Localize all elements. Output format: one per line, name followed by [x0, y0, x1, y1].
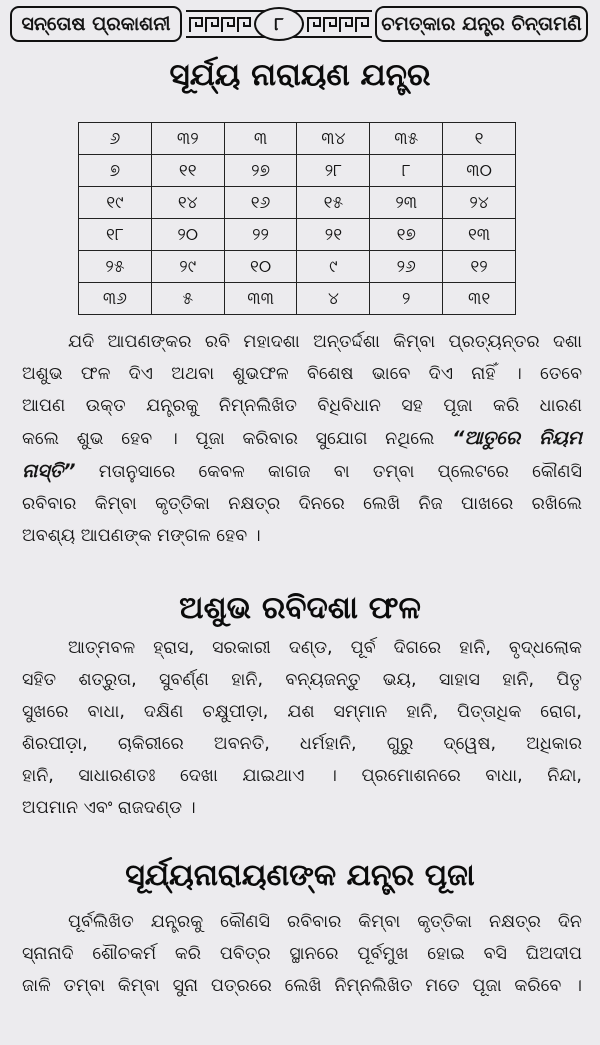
yantra-cell: ୧୬ — [224, 187, 297, 219]
text-line: ଯଦି ଆପଣଙ୍କର ରବି ମହାଦଶା ଅନ୍ତର୍ଦ୍ଦଶା କିମ୍ବା ପ୍ରତ୍ୟନ୍ତର ଦଶା — [68, 332, 582, 352]
yantra-cell: ୧୦ — [224, 251, 297, 283]
yantra-cell: ୩୬ — [79, 283, 152, 315]
yantra-cell: ୧୮ — [79, 219, 152, 251]
yantra-cell: ୬ — [79, 123, 152, 155]
text-line: ହାନି, ସାଧାରଣତଃ ଦେଖା ଯାଇଥାଏ । ପ୍ରମୋଶନରେ ବାଧା, ନିନ୍ଦା, — [22, 766, 582, 786]
yantra-cell: ୨୫ — [79, 251, 152, 283]
yantra-cell: ୮ — [370, 155, 443, 187]
yantra-cell: ୨୦ — [151, 219, 224, 251]
yantra-cell: ୧୭ — [370, 219, 443, 251]
text-line: ଅଶୁଭ ଫଳ ଦିଏ ଅଥବା ଶୁଭଫଳ ବିଶେଷ ଭାବେ ଦିଏ ନାହିଁ । ତେବେ — [22, 364, 582, 384]
yantra-cell: ୨୬ — [370, 251, 443, 283]
text-line: ପୂର୍ବଲିଖିତ ଯନ୍ତ୍ରକୁ କୌଣସି ରବିବାର କିମ୍ବା କୃତ୍ତିକା ନକ୍ଷତ୍ର ଦିନ — [68, 912, 582, 932]
yantra-row — [79, 155, 516, 187]
text-segment: କଲେ ଶୁଭ ହେବ । ପୂଜା କରିବାର ସୁଯୋଗ ନଥିଲେ — [22, 429, 435, 449]
text-line: ଆପଣ ଉକ୍ତ ଯନ୍ତ୍ରକୁ ନିମ୍ନଲିଖିତ ବିଧିବିଧାନ ସହ ପୂଜା କରି ଧାରଣ — [22, 396, 582, 416]
text-line: ସ୍ନାନାଦି ଶୌଚକର୍ମ କରି ପବିତ୍ର ସ୍ଥାନରେ ପୂର୍ବମୁଖ ହୋଇ ବସି ଘିଅଦୀପ — [22, 944, 582, 964]
yantra-cell: ୧୯ — [79, 187, 152, 219]
text-line: ଆତ୍ମବଳ ହ୍ରାସ, ସରକାରୀ ଦଣ୍ଡ, ପୂର୍ବ ଦିଗରେ ହାନି, ବୃଦ୍ଧଲୋକ — [68, 638, 582, 658]
paragraph-effects — [22, 632, 582, 824]
text-line: ସହିତ ଶତ୍ରୁତା, ସୁବର୍ଣ୍ଣ ହାନି, ବନ୍ୟଜନ୍ତୁ ଭୟ, ସାହାସ ହାନି, ପିତୃ — [22, 670, 582, 690]
yantra-cell: ୭ — [79, 155, 152, 187]
yantra-cell: ୩ — [224, 123, 297, 155]
publisher-label: ସନ୍ତୋଷ ପ୍ରକାଶନୀ — [10, 6, 182, 42]
yantra-cell: ୯ — [297, 251, 370, 283]
text-line: ଜାଳି ତମ୍ବା କିମ୍ବା ସୁନା ପତ୍ରରେ ଲେଖି ନିମ୍ନଲିଖିତ ମତେ ପୂଜା କରିବେ । — [22, 976, 582, 996]
yantra-cell: ୪ — [297, 283, 370, 315]
yantra-cell: ୨୪ — [443, 187, 516, 219]
yantra-cell: ୧୩ — [443, 219, 516, 251]
text-line: ଅପମାନ ଏବଂ ରାଜଦଣ୍ଡ । — [22, 798, 196, 818]
yantra-cell: ୩୪ — [297, 123, 370, 155]
yantra-cell: ୨୭ — [224, 155, 297, 187]
yantra-cell: ୩୦ — [443, 155, 516, 187]
emphasis-quote: ନାସ୍ତି” — [22, 460, 76, 482]
yantra-grid — [78, 122, 516, 315]
yantra-cell: ୨୮ — [297, 155, 370, 187]
yantra-cell: ୩୧ — [443, 283, 516, 315]
yantra-cell: ୫ — [151, 283, 224, 315]
section-title-inauspicious-effects: ଅଶୁଭ ରବିଦଶା ଫଳ — [179, 590, 421, 626]
yantra-row — [79, 283, 516, 315]
yantra-cell: ୧୧ — [151, 155, 224, 187]
text-line: ସୁଖରେ ବାଧା, ଦକ୍ଷିଣ ଚକ୍ଷୁପୀଡ଼ା, ଯଶ ସମ୍ମାନ ହାନି, ପିତ୍ତାଧିକ ରୋଗ, — [22, 702, 582, 722]
section-title-yantra: ସୂର୍ଯ୍ୟ ନାରାୟଣ ଯନ୍ତ୍ର — [169, 57, 431, 93]
yantra-row — [79, 219, 516, 251]
yantra-cell: ୧୪ — [151, 187, 224, 219]
yantra-cell: ୨ — [370, 283, 443, 315]
text-line: ଶିରପୀଡ଼ା, ଚାକିରୀରେ ଅବନତି, ଧର୍ମହାନି, ଗୁରୁ ଦ୍ୱେଷ, ଅଧିକାର — [22, 734, 582, 754]
text-line — [22, 422, 582, 455]
text-line: ଅବଶ୍ୟ ଆପଣଙ୍କ ମଙ୍ଗଳ ହେବ । — [22, 526, 261, 546]
yantra-row — [79, 123, 516, 155]
yantra-cell: ୧ — [443, 123, 516, 155]
text-line — [22, 455, 582, 488]
yantra-row — [79, 251, 516, 283]
page-header — [10, 6, 588, 42]
yantra-cell: ୩୩ — [224, 283, 297, 315]
section-title-yantra-worship: ସୂର୍ଯ୍ୟନାରାୟଣଙ୍କ ଯନ୍ତ୍ର ପୂଜା — [125, 858, 475, 893]
yantra-cell: ୧୨ — [443, 251, 516, 283]
yantra-cell: ୧୫ — [297, 187, 370, 219]
book-title-label: ଚମତ୍କାର ଯନ୍ତ୍ର ଚିନ୍ତାମଣି — [375, 6, 588, 42]
yantra-cell: ୨୧ — [297, 219, 370, 251]
yantra-cell: ୨୯ — [151, 251, 224, 283]
yantra-cell: ୩୨ — [151, 123, 224, 155]
yantra-cell: ୨୨ — [224, 219, 297, 251]
paragraph-worship — [22, 906, 582, 1002]
paragraph-intro — [22, 326, 582, 552]
yantra-cell: ୩୫ — [370, 123, 443, 155]
text-line: ରବିବାର କିମ୍ବା କୃତ୍ତିକା ନକ୍ଷତ୍ର ଦିନରେ ଲେଖି ନିଜ ପାଖରେ ରଖିଲେ — [22, 494, 582, 514]
text-segment: ମତାନୁସାରେ କେବଳ କାଗଜ ବା ତମ୍ବା ପ୍ଲେଟରେ କୌଣସି — [98, 462, 582, 482]
yantra-cell: ୨୩ — [370, 187, 443, 219]
page-number: ୮ — [254, 7, 304, 41]
emphasis-quote: “ଆତୁରେ ନିୟମ — [452, 427, 582, 449]
yantra-row — [79, 187, 516, 219]
